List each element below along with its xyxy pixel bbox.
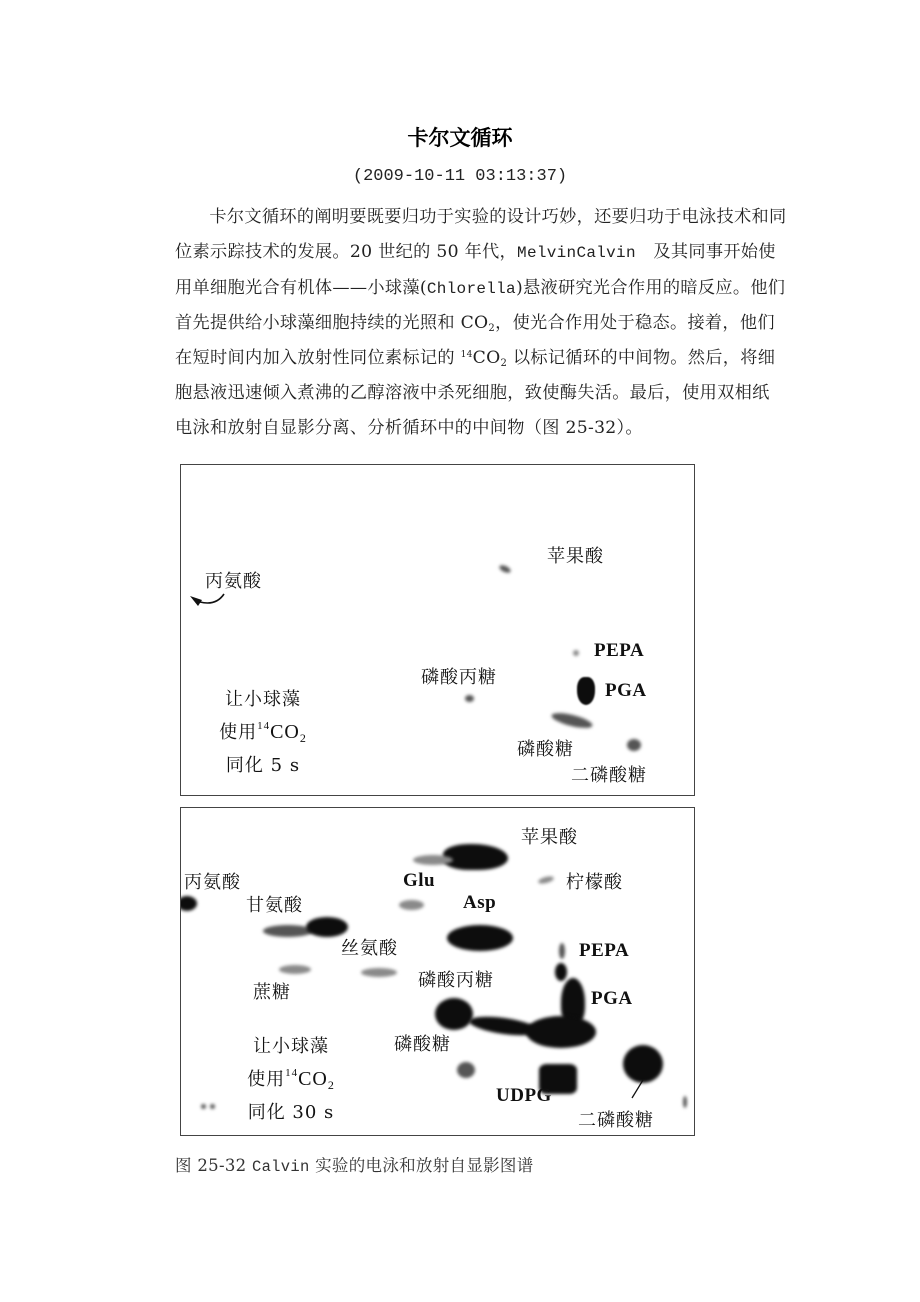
spot-malic-acid-tail bbox=[413, 855, 453, 865]
condition-line: 同化 5 s bbox=[225, 755, 301, 776]
condition-text-part: 使用 bbox=[247, 1069, 286, 1090]
condition-text-part: 使用 bbox=[219, 722, 258, 743]
condition-line: 同化 30 s bbox=[247, 1102, 335, 1123]
condition-text bbox=[226, 1030, 356, 1129]
label-malic-acid: 苹果酸 bbox=[547, 546, 604, 567]
scientist-name: MelvinCalvin bbox=[517, 243, 636, 262]
organism-name: Chlorella bbox=[426, 279, 516, 298]
subscript: 2 bbox=[500, 358, 508, 370]
paragraph-text: 以标记循环的中间物。然后，将细胞悬液迅速倾入煮沸的乙醇溶液中杀死细胞，致使酶失活。最后，使用双相纸电泳和放射自显影分离、分析循环中的中间物（图 25-32）。 bbox=[175, 348, 776, 438]
arrow-icon bbox=[186, 590, 228, 612]
label-sugar-diphosphate: 二磷酸糖 bbox=[571, 765, 647, 786]
leader-line-icon bbox=[629, 1078, 645, 1100]
spot-sugar-phosphate-main bbox=[526, 1016, 596, 1048]
spot-sugar-phosphate-minor bbox=[457, 1062, 475, 1078]
spot-alanine bbox=[180, 896, 197, 911]
label-pga: PGA bbox=[605, 680, 647, 701]
isotope-superscript: 14 bbox=[285, 1067, 299, 1079]
spot-edge-mark bbox=[683, 1096, 687, 1108]
label-triose-phosphate: 磷酸丙糖 bbox=[421, 667, 497, 688]
spot-serine bbox=[361, 968, 397, 977]
spot-triose-phosphate bbox=[435, 998, 473, 1030]
isotope-superscript: 14 bbox=[257, 720, 271, 732]
label-sucrose: 蔗糖 bbox=[253, 982, 291, 1003]
spot-pga bbox=[577, 677, 595, 705]
spot-pepa-upper bbox=[559, 943, 565, 959]
spot-sugar-phosphate bbox=[550, 710, 593, 731]
caption-name: Calvin bbox=[251, 1158, 310, 1176]
label-malic-acid: 苹果酸 bbox=[521, 827, 578, 848]
label-glycine: 甘氨酸 bbox=[246, 895, 303, 916]
label-triose-phosphate: 磷酸丙糖 bbox=[418, 970, 494, 991]
superscript: 14 bbox=[460, 350, 473, 361]
document-date: (2009-10-11 03:13:37) bbox=[352, 167, 568, 186]
body-paragraph bbox=[175, 200, 787, 446]
figure-caption bbox=[175, 1152, 534, 1176]
molecule: CO bbox=[298, 1068, 328, 1090]
spot-origin-mark bbox=[210, 1104, 215, 1109]
label-citric-acid: 柠檬酸 bbox=[566, 872, 623, 893]
molecule-subscript: 2 bbox=[299, 731, 307, 745]
spot-citric-acid bbox=[537, 875, 554, 885]
condition-line: 让小球藻 bbox=[253, 1036, 329, 1057]
label-pepa: PEPA bbox=[579, 940, 630, 961]
paragraph-text: ，使光合作用处于稳态。接着，他们在短时间内加入放射性同位素标记的 bbox=[175, 313, 775, 369]
spot-pepa bbox=[555, 963, 567, 981]
label-pepa: PEPA bbox=[594, 640, 645, 661]
spot-malic-acid bbox=[498, 564, 511, 575]
label-pga: PGA bbox=[591, 988, 633, 1009]
paragraph-text: 及其同事开始使用单细胞光合有机体——小球藻( bbox=[175, 241, 776, 298]
spot-asp bbox=[447, 925, 513, 951]
spot-sugar-diphosphate bbox=[627, 739, 641, 751]
spot-pepa bbox=[573, 650, 579, 656]
label-alanine: 丙氨酸 bbox=[184, 872, 241, 893]
label-sugar-phosphate: 磷酸糖 bbox=[394, 1034, 451, 1055]
spot-sucrose bbox=[279, 965, 311, 974]
spot-malic-acid bbox=[443, 844, 508, 870]
label-serine: 丝氨酸 bbox=[341, 938, 398, 959]
label-udpg: UDPG bbox=[496, 1085, 552, 1106]
condition-text bbox=[203, 683, 323, 782]
caption-text: 实验的电泳和放射自显影图谱 bbox=[309, 1156, 534, 1175]
condition-line bbox=[203, 716, 323, 749]
subscript: 2 bbox=[488, 323, 496, 335]
condition-line: 让小球藻 bbox=[225, 689, 301, 710]
condition-line bbox=[226, 1063, 356, 1096]
spot-triose-phosphate bbox=[465, 695, 474, 702]
paragraph-text: 卡尔文循环的阐明要既要归功于实验的设计巧妙，还要归功于电泳技术和同位素示踪技术的发展。20 世纪的 50 年代， bbox=[175, 207, 787, 262]
paragraph-text: )悬液研究光合作用的暗反应。他们首先提供给小球藻细胞持续的光照和 CO bbox=[175, 277, 786, 334]
label-asp: Asp bbox=[463, 892, 497, 913]
caption-number: 图 25-32 bbox=[175, 1156, 252, 1175]
spot-origin-mark bbox=[201, 1104, 206, 1109]
spot-glu bbox=[399, 900, 424, 910]
paragraph-text: CO bbox=[472, 348, 501, 369]
autoradiogram-30s bbox=[180, 807, 695, 1136]
label-sugar-diphosphate: 二磷酸糖 bbox=[578, 1110, 654, 1131]
label-glu: Glu bbox=[403, 870, 436, 891]
autoradiogram-5s bbox=[180, 464, 695, 796]
molecule: CO bbox=[270, 721, 300, 743]
document-title: 卡尔文循环 bbox=[407, 126, 513, 150]
label-sugar-phosphate: 磷酸糖 bbox=[517, 739, 574, 760]
label-alanine: 丙氨酸 bbox=[205, 571, 262, 592]
molecule-subscript: 2 bbox=[327, 1078, 335, 1092]
